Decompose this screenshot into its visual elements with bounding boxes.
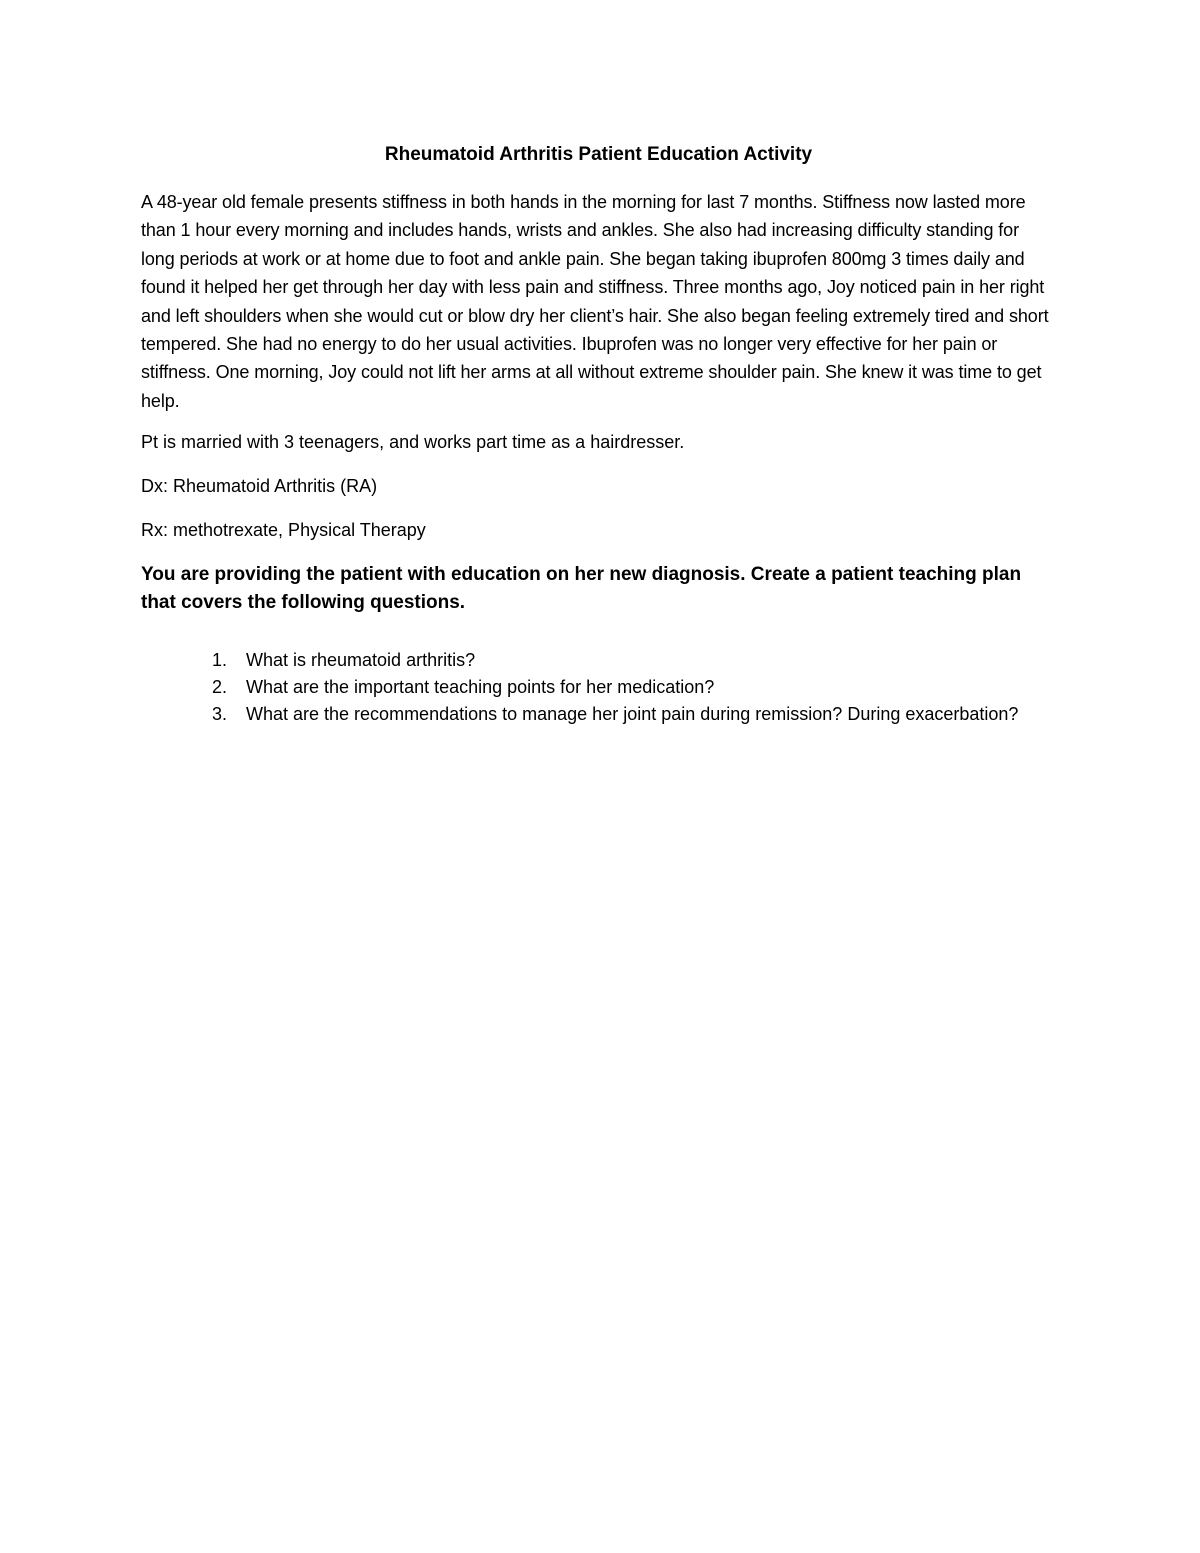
document-title: Rheumatoid Arthritis Patient Education Activity (384, 144, 813, 165)
question-text: What is rheumatoid arthritis? (246, 650, 476, 671)
task-instructions: You are providing the patient with education on her new diagnosis. Create a patient teaching plan that covers the following questions. (141, 564, 1022, 614)
question-item (141, 701, 1056, 728)
prescription-line: Rx: methotrexate, Physical Therapy (141, 520, 426, 541)
document-body (141, 142, 1056, 728)
question-text: What are the important teaching points for her medication? (246, 677, 715, 698)
question-item (141, 674, 1056, 701)
question-number: 2. (212, 677, 228, 698)
questions-list (141, 647, 1056, 728)
question-text: What are the recommendations to manage her joint pain during remission? During exacerbation? (246, 704, 1019, 725)
question-item (141, 647, 1056, 674)
social-history-paragraph: Pt is married with 3 teenagers, and works part time as a hairdresser. (141, 432, 685, 453)
diagnosis-line: Dx: Rheumatoid Arthritis (RA) (141, 476, 378, 497)
case-description-paragraph: A 48-year old female presents stiffness in both hands in the morning for last 7 months. Stiffness now lasted more than 1 hour every morning and includes hands, wrists and ankles. She also had increasing difficulty standing for long periods at work or at home due to foot and ankle pain. She began taking ibuprofen 800mg 3 times daily and found it helped her get through her day with less pain and stiffness. Three months ago, Joy noticed pain in her right and left shoulders when she would cut or blow dry her client’s hair. She also began feeling extremely tired and short tempered. She had no energy to do her usual activities. Ibuprofen was no longer very effective for her pain or stiffness. One morning, Joy could not lift her arms at all without extreme shoulder pain. She knew it was time to get help. (141, 192, 1049, 411)
question-number: 1. (212, 650, 228, 671)
question-number: 3. (212, 704, 228, 725)
